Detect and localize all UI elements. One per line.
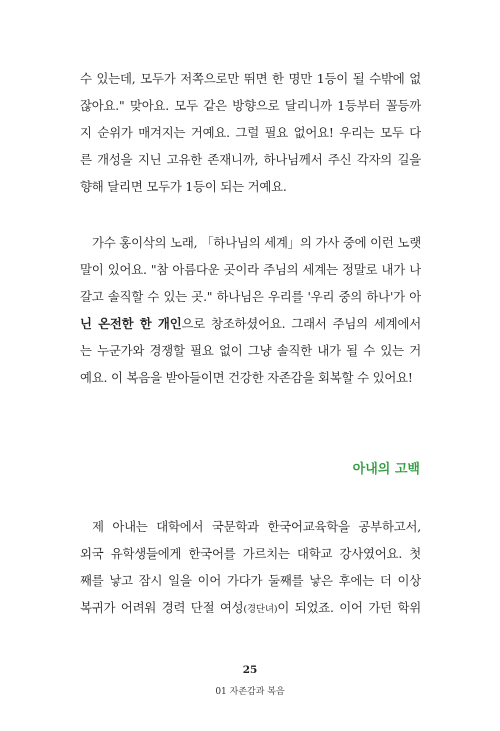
paragraph-1 bbox=[80, 65, 421, 200]
text-span: 복귀가 어려워 경력 단절 여성 bbox=[80, 600, 244, 615]
paragraph-3 bbox=[80, 513, 421, 621]
text-line: 지 순위가 매겨지는 거예요. 그럴 필요 없어요! 우리는 모두 다 bbox=[80, 125, 421, 140]
text-span: 이 되었죠. 이어 가던 학위 bbox=[277, 600, 421, 615]
paragraph-2 bbox=[80, 229, 421, 391]
text-line: 제 아내는 대학에서 국문학과 한국어교육학을 공부하고서, bbox=[92, 519, 421, 534]
page-number: 25 bbox=[242, 664, 258, 676]
text-line: 가수 홍이삭의 노래, 「하나님의 세계」의 가사 중에 이런 노랫 bbox=[92, 235, 421, 250]
emphasis-text: 닌 온전한 한 개인 bbox=[80, 316, 182, 331]
text-line: 예요. 이 복음을 받아들이면 건강한 자존감을 회복할 수 있어요! bbox=[80, 370, 413, 385]
text-line: 수 있는데, 모두가 저쪽으로만 뛰면 한 명만 1등이 될 수밖에 없 bbox=[80, 71, 421, 86]
text-line: 째를 낳고 잠시 일을 이어 가다가 둘째를 낳은 후에는 더 이상 bbox=[80, 573, 421, 588]
text-span: 으로 창조하셨어요. 그래서 주님의 세계에서 bbox=[181, 316, 421, 331]
text-line: 른 개성을 지닌 고유한 존재니까, 하나님께서 주신 각자의 길을 bbox=[80, 152, 421, 167]
text-line: 외국 유학생들에게 한국어를 가르치는 대학교 강사였어요. 첫 bbox=[80, 546, 421, 561]
section-title: 아내의 고백 bbox=[352, 462, 420, 477]
text-line bbox=[80, 594, 421, 621]
text-line bbox=[80, 310, 421, 337]
text-line: 는 누군가와 경쟁할 필요 없이 그냥 솔직한 내가 될 수 있는 거 bbox=[80, 343, 421, 358]
small-text: (경단녀) bbox=[243, 604, 278, 615]
text-line: 말이 있어요. "참 아름다운 곳이라 주님의 세계는 정말로 내가 나 bbox=[80, 262, 421, 277]
chapter-title: 01 자존감과 복음 bbox=[215, 687, 285, 697]
text-line: 갈고 솔직할 수 있는 곳." 하나님은 우리를 '우리 중의 하나'가 아 bbox=[80, 289, 421, 304]
text-line: 향해 달리면 모두가 1등이 되는 거예요. bbox=[80, 179, 287, 194]
text-line: 잖아요." 맞아요. 모두 같은 방향으로 달리니까 1등부터 꼴등까 bbox=[80, 98, 421, 113]
